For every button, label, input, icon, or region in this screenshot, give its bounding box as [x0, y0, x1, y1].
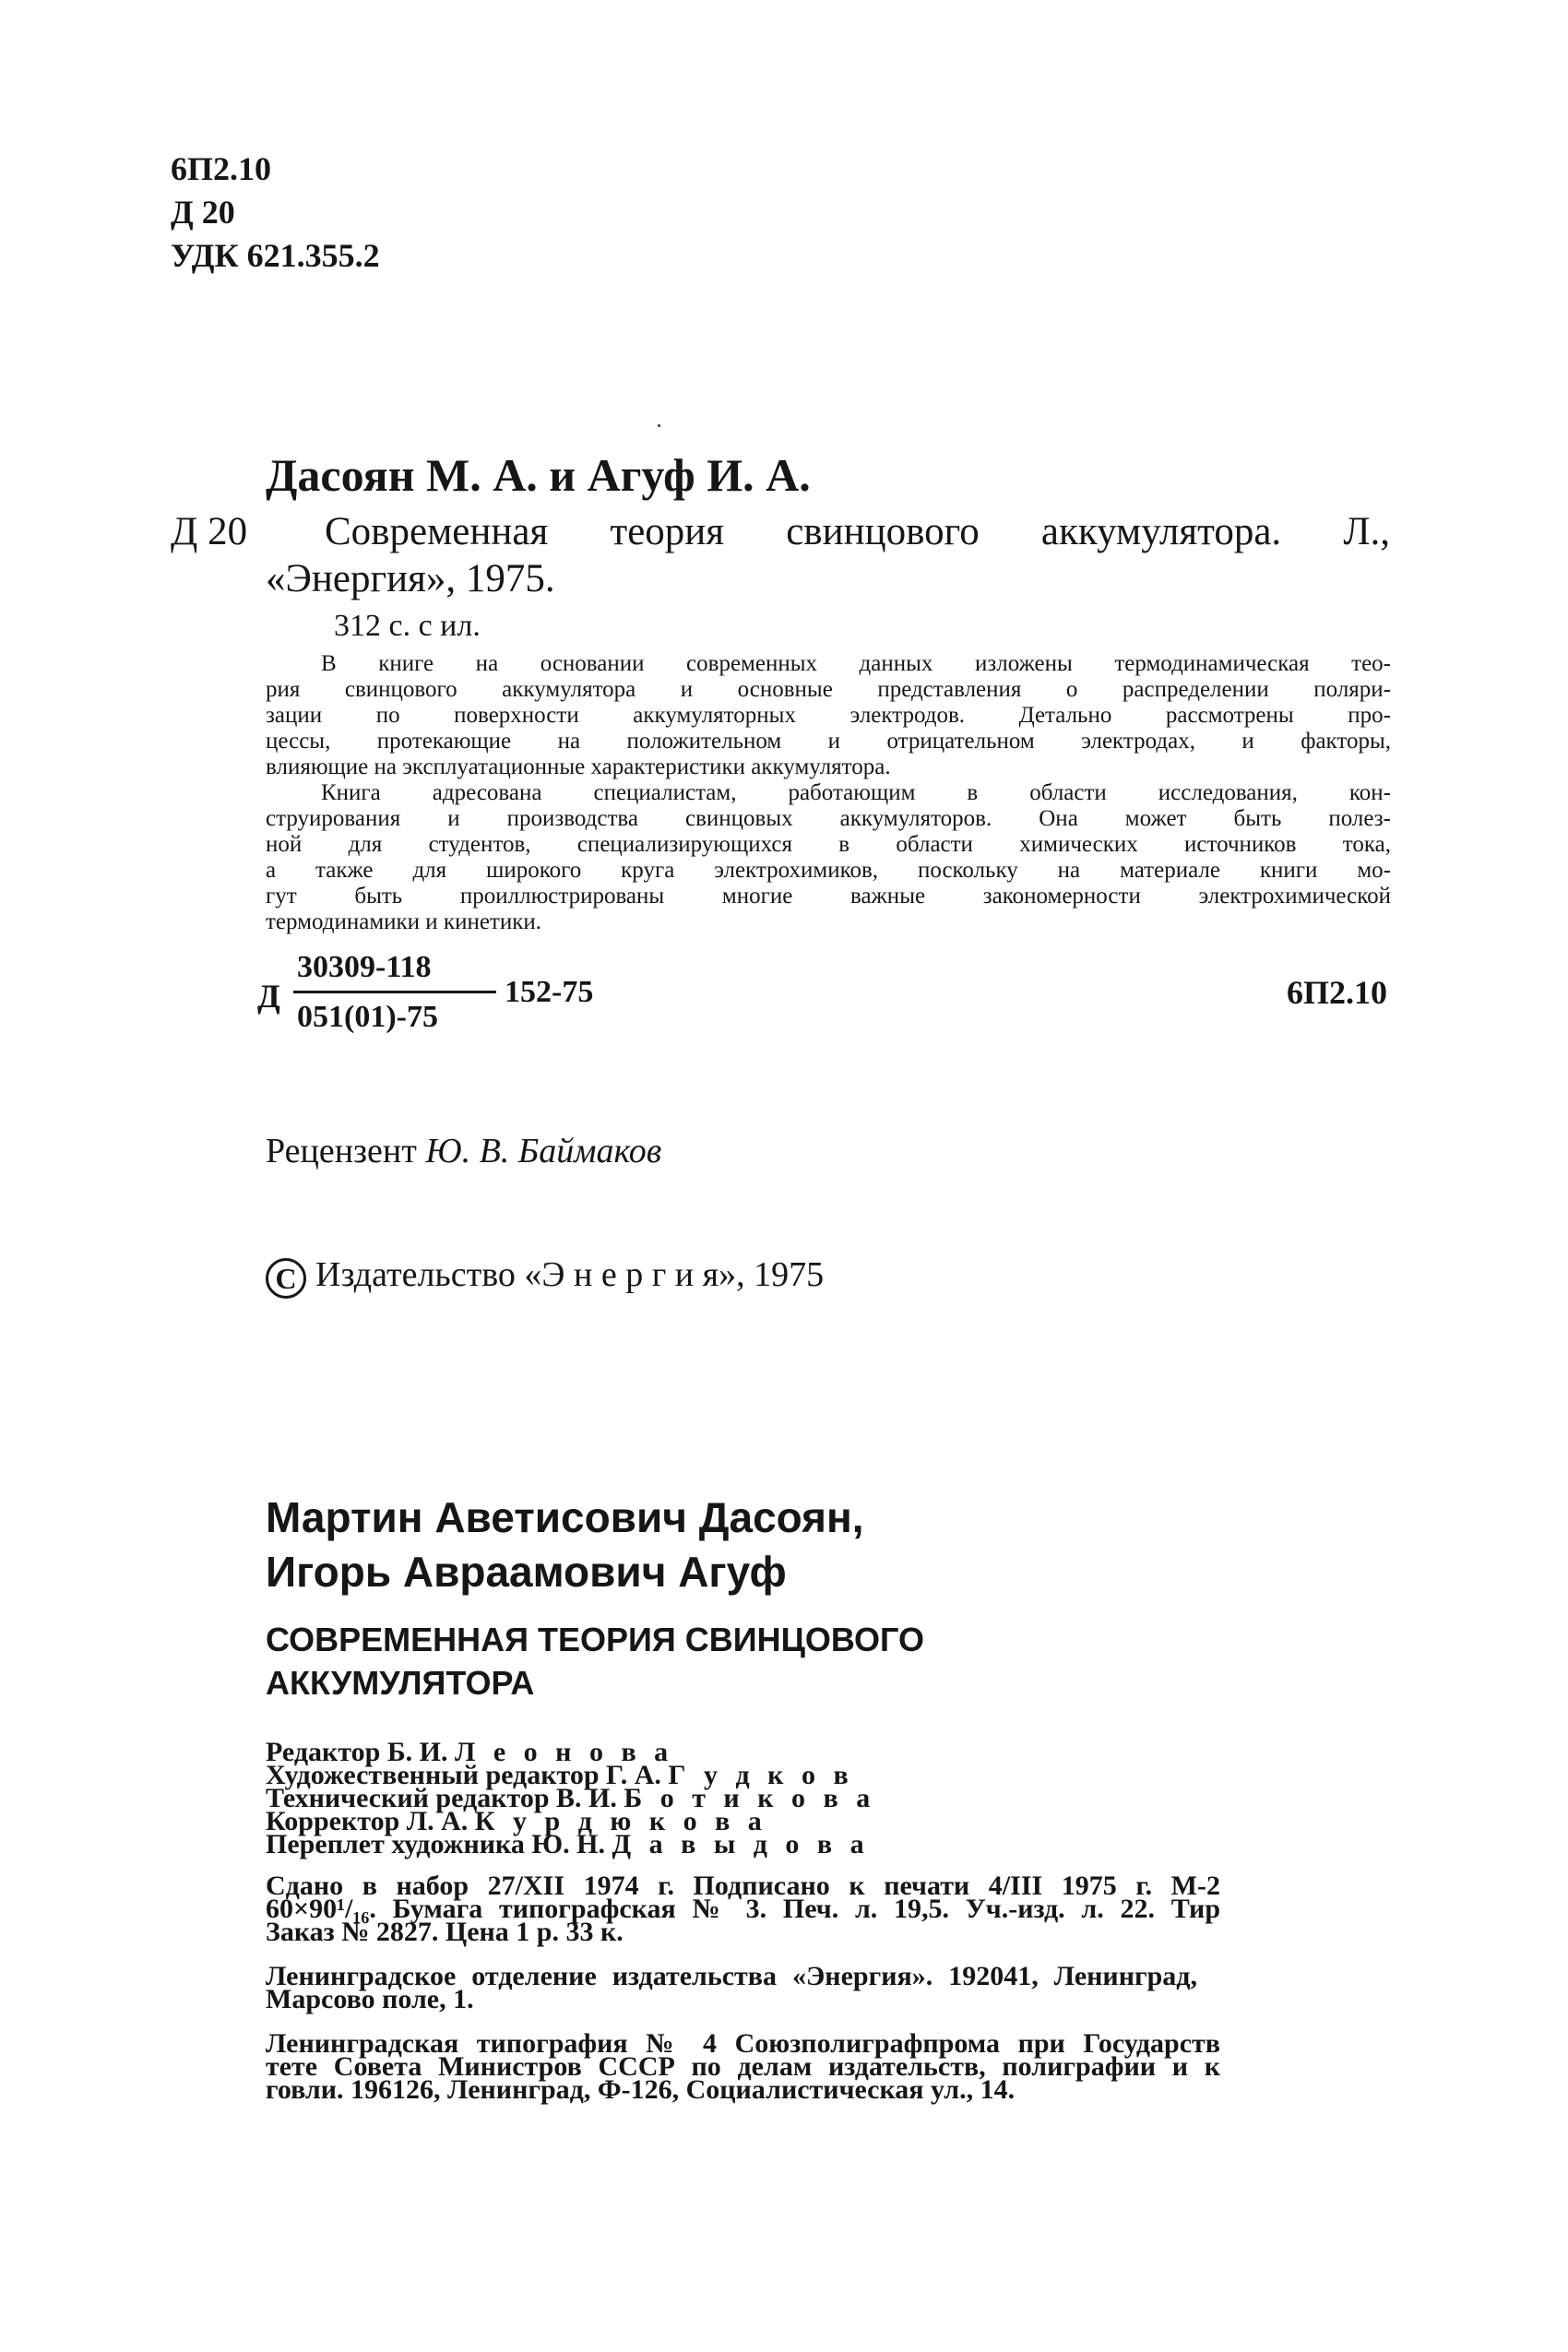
- reviewer-name: Ю. В. Баймаков: [425, 1132, 662, 1170]
- annotation-line: зации по поверхности аккумуляторных электродов. Детально рассмотрены про-: [266, 703, 1391, 728]
- credit-line: [266, 1829, 870, 1859]
- author-line: Дасоян М. А. и Агуф И. А.: [266, 449, 811, 501]
- annotation-line: струирования и производства свинцовых аккумуляторов. Она может быть полез-: [266, 806, 1391, 831]
- classification-codes: [171, 148, 380, 278]
- bbk-denominator: 051(01)-75: [297, 1000, 438, 1034]
- credit-name: Б о т и к о в а: [624, 1783, 876, 1813]
- title-continuation: «Энергия», 1975.: [266, 557, 555, 600]
- annotation-line: ной для студентов, специализирующихся в области химических источников тока,: [266, 832, 1391, 857]
- annotation-line: В книге на основании современных данных изложены термодинамическая тео-: [321, 651, 1391, 676]
- imprint-printer-line: говли. 196126, Ленинград, Ф-126, Социалистическая ул., 14.: [266, 2074, 1016, 2105]
- author-full-name: Игорь Авраамович Агуф: [266, 1548, 787, 1596]
- copyright-icon: C: [266, 1258, 306, 1299]
- annotation-line: Книга адресована специалистам, работающим в области исследования, кон-: [321, 780, 1391, 805]
- bbk-numerator: 30309-118: [297, 950, 432, 984]
- reviewer-line: [266, 1131, 661, 1171]
- credit-role: Корректор Л. А.: [266, 1806, 469, 1836]
- bbk-letter: Д: [257, 978, 280, 1015]
- credit-role: Художественный редактор Г. А.: [266, 1760, 661, 1790]
- credit-name: К у р д ю к о в а: [474, 1806, 767, 1836]
- imprint-print-line: Заказ № 2827. Цена 1 р. 33 к.: [266, 1917, 624, 1947]
- classification-code-bbk: 6П2.10: [171, 150, 272, 187]
- imprint-publisher-line: Ленинградское отделение издательства «Энергия». 192041, Ленинград,: [266, 1961, 1197, 1991]
- reviewer-label: Рецензент: [266, 1132, 417, 1170]
- author-full-name: Мартин Аветисович Дасоян,: [266, 1493, 864, 1541]
- credit-role: Технический редактор В. И.: [266, 1783, 617, 1813]
- classification-code-author: Д 20: [171, 194, 235, 231]
- credit-name: Л е о н о в а: [455, 1737, 674, 1767]
- page-count: 312 с. с ил.: [334, 609, 481, 643]
- imprint-print-line: 60×90¹/₁₆. Бумага типографская № 3. Печ. л. 19,5. Уч.-изд. л. 22. Тир: [266, 1894, 1220, 1924]
- credit-role: Редактор Б. И.: [266, 1737, 448, 1767]
- book-title-line: СОВРЕМЕННАЯ ТЕОРИЯ СВИНЦОВОГО: [266, 1621, 924, 1658]
- annotation-line: термодинамики и кинетики.: [266, 909, 541, 934]
- book-title-line: АККУМУЛЯТОРА: [266, 1664, 535, 1702]
- annotation-line: влияющие на эксплуатационные характеристики аккумулятора.: [266, 754, 891, 779]
- copyright-text: Издательство «Э н е р г и я», 1975: [315, 1255, 825, 1294]
- credit-name: Г у д к о в: [668, 1760, 854, 1790]
- title-line: Современная теория свинцового аккумулятора. Л.,: [325, 510, 1390, 553]
- imprint-printer-line: тете Совета Министров СССР по делам издательств, полиграфии и к: [266, 2051, 1220, 2082]
- annotation-line: рия свинцового аккумулятора и основные представления о распределении поляри-: [266, 677, 1391, 702]
- annotation-line: а также для широкого круга электрохимиков, поскольку на материале книги мо-: [266, 858, 1391, 883]
- credit-role: Переплет художника Ю. Н.: [266, 1829, 605, 1859]
- annotation-line: гут быть проиллюстрированы многие важные закономерности электрохимической: [266, 884, 1391, 909]
- credit-name: Д а в ы д о в а: [612, 1829, 870, 1859]
- annotation-line: цессы, протекающие на положительном и отрицательном электродах, и факторы,: [266, 729, 1391, 754]
- bbk-fraction-rule: [293, 991, 496, 993]
- index-code: Д 20: [171, 510, 248, 553]
- imprint-printer-line: Ленинградская типография № 4 Союзполиграфпрома при Государств: [266, 2028, 1220, 2059]
- bbk-right-code: 6П2.10: [1287, 974, 1388, 1011]
- imprint-print-line: Сдано в набор 27/XII 1974 г. Подписано к печати 4/III 1975 г. М-2: [266, 1871, 1220, 1901]
- imprint-publisher-line: Марсово поле, 1.: [266, 1984, 474, 2014]
- scan-speck: [658, 424, 660, 427]
- bbk-code: 152-75: [505, 975, 594, 1009]
- classification-code-udk: УДК 621.355.2: [171, 237, 380, 274]
